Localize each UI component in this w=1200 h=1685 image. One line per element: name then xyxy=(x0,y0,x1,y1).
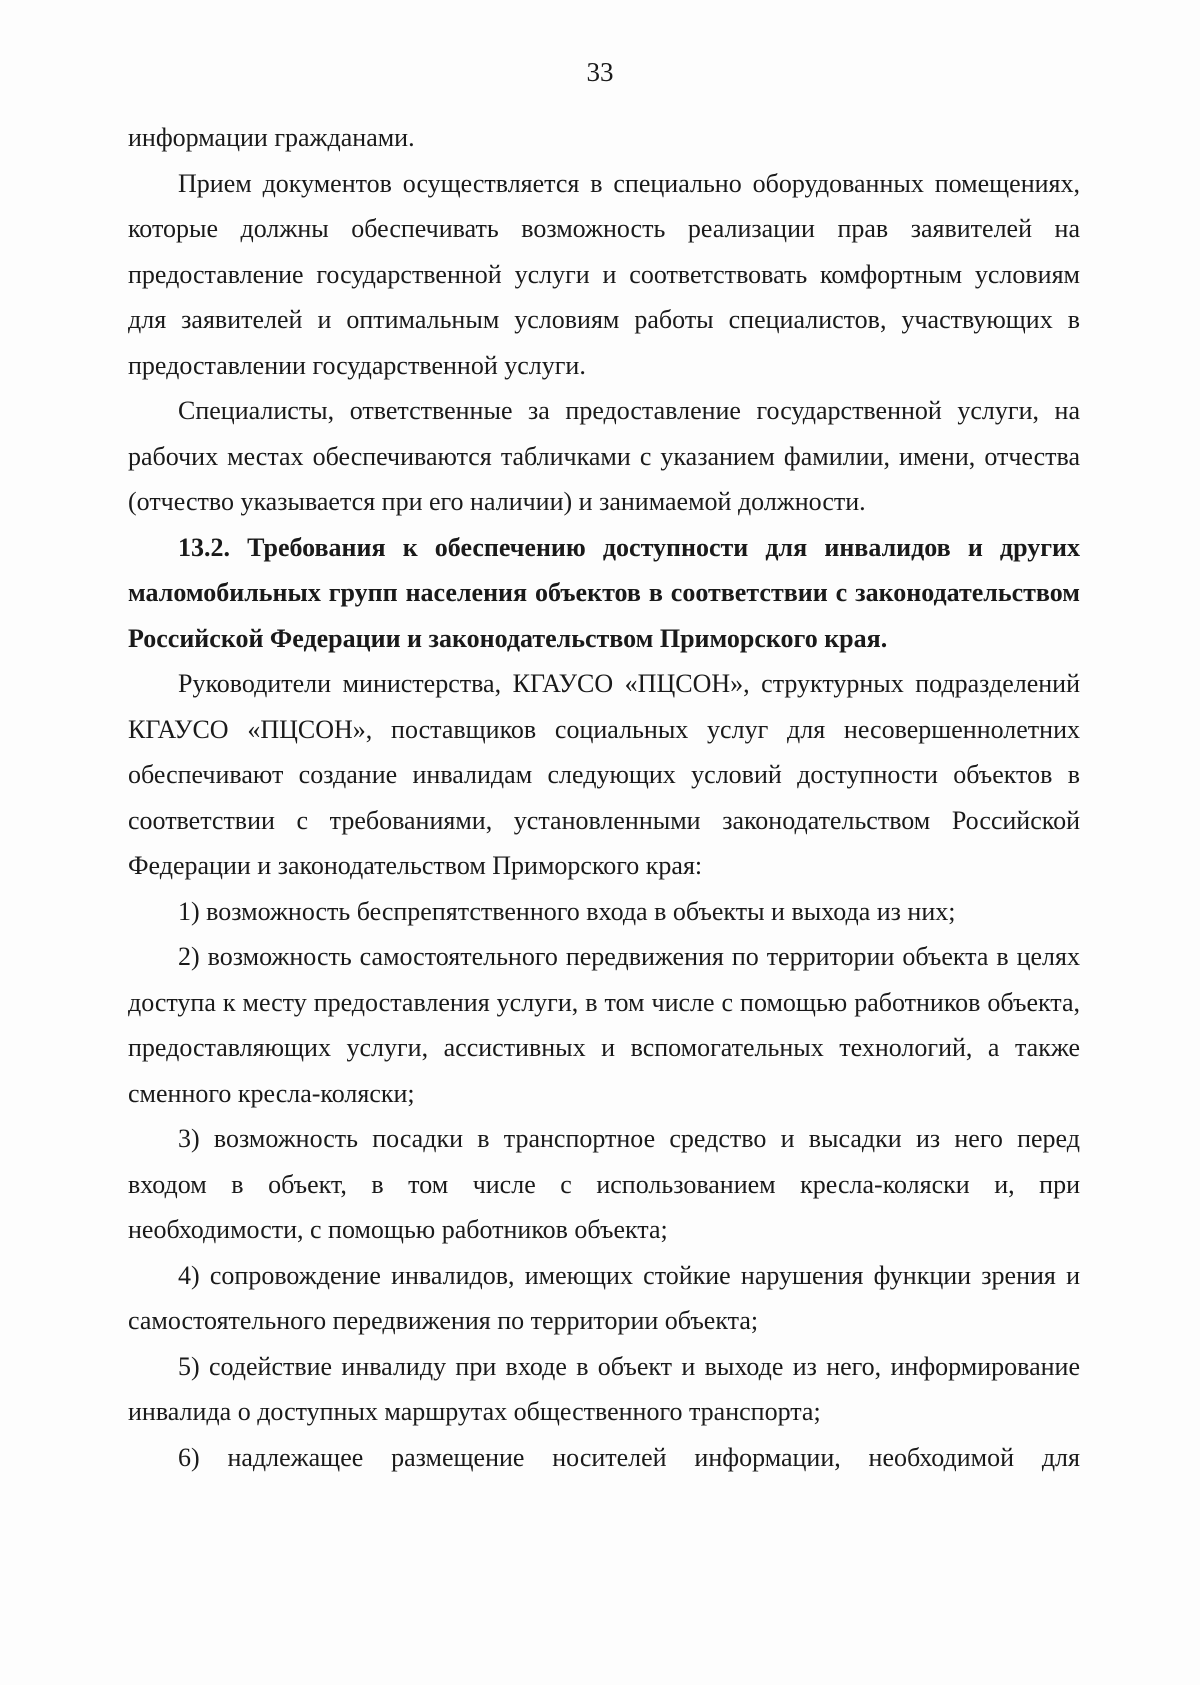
document-body xyxy=(128,115,1080,1480)
paragraph-specialists: Специалисты, ответственные за предоставление государственной услуги, на рабочих местах обеспечиваются табличками с указанием фамилии, имени, отчества (отчество указывается при его наличии) и занимаемой должности. xyxy=(128,396,1080,516)
list-item: 6) надлежащее размещение носителей информации, необходимой для xyxy=(178,1442,1080,1472)
list-item: 4) сопровождение инвалидов, имеющих стойкие нарушения функции зрения и самостоятельного передвижения по территории объекта; xyxy=(128,1260,1080,1335)
paragraph-continuation: информации гражданами. xyxy=(128,123,415,152)
list-item: 5) содействие инвалиду при входе в объект и выходе из него, информирование инвалида о доступных маршрутах общественного транспорта; xyxy=(128,1351,1080,1426)
paragraph-document-reception: Прием документов осуществляется в специально оборудованных помещениях, которые должны обеспечивать возможность реализации прав заявителей на предоставление государственной услуги и соответствовать комфортным условиям для заявителей и оптимальным условиям работы специалистов, участвующих в предоставлении государственной услуги. xyxy=(128,168,1080,380)
list-item: 3) возможность посадки в транспортное средство и высадки из него перед входом в объект, в том числе с использованием кресла-коляски и, при необходимости, с помощью работников объекта; xyxy=(128,1124,1080,1244)
paragraph-managers: Руководители министерства, КГАУСО «ПЦСОН», структурных подразделений КГАУСО «ПЦСОН», поставщиков социальных услуг для несовершеннолетних обеспечивают создание инвалидам следующих условий доступности объектов в соответствии с требованиями, установленными законодательством Российской Федерации и законодательством Приморского края: xyxy=(128,669,1080,880)
list-item: 2) возможность самостоятельного передвижения по территории объекта в целях доступа к месту предоставления услуги, в том числе с помощью работников объекта, предоставляющих услуги, ассистивных и вспомогательных технологий, а также сменного кресла-коляски; xyxy=(128,942,1080,1108)
section-heading: 13.2. Требования к обеспечению доступности для инвалидов и других маломобильных групп населения объектов в соответствии с законодательством Российской Федерации и законодательством Приморского края. xyxy=(128,532,1080,653)
list-item: 1) возможность беспрепятственного входа в объекты и выхода из них; xyxy=(178,896,956,926)
page-number: 33 xyxy=(586,57,614,87)
